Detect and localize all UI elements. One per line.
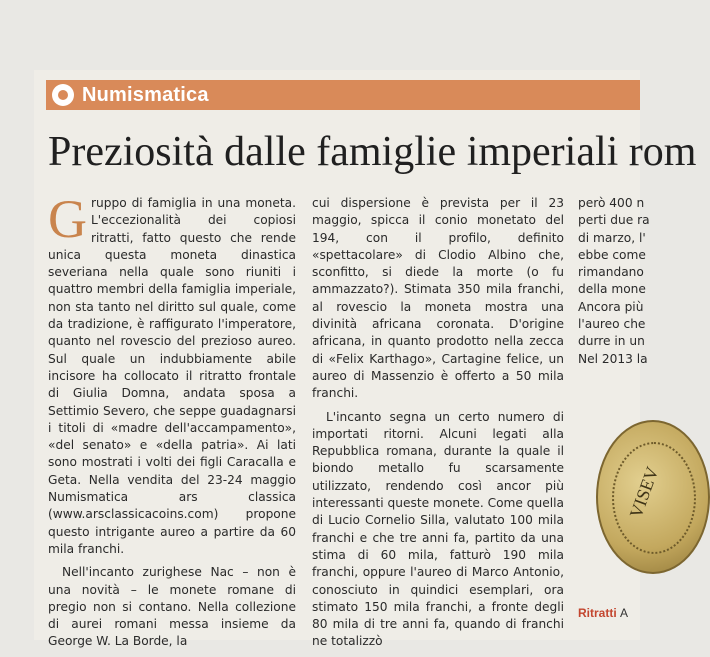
col3-line: Ancora più — [578, 299, 644, 314]
section-title: Numismatica — [82, 84, 209, 106]
coin-inscription: VISEV — [625, 464, 663, 521]
col3-line: l'aureo che — [578, 317, 646, 332]
col3-line: di marzo, l' — [578, 230, 646, 245]
drop-cap: G — [48, 189, 87, 249]
paragraph-3: cui dispersione è prevista per il 23 maggio, spicca il conio monetato del 194, con il profilo, definito «spettacolare» di Clodio Albino che, sconfitto, si diede la morte (o fu ammazzato?). Stimata 350 mila franchi, al rovescio la moneta mostra una divinità africana coronata. D'origine africana, in quanto prodotto nella zecca di «Felix Karthago», Cartagine felice, un aureo di Massenzio è offerto a 50 mila franchi. — [312, 196, 564, 401]
paragraph-1-text: ruppo di famiglia in una moneta. L'eccezionalità dei copiosi ritratti, fatto questo che rende unica questa moneta dinastica severiana nella quale sono riuniti i quattro membri della famiglia imperiale, non sta tanto nel diritto sul quale, come da tradizione, è raffigurato l'imperatore, quanto nel rovescio del prezioso aureo. Sul quale un indubbiamente abile incisore ha collocato il ritratto frontale di Giulia Domna, andata sposa a Settimio Severo, che seppe guadagnarsi i titoli di «madre dell'accampamento», «del senato» e «della patria». Ai lati sono mostrati i volti dei figli Caracalla e Geta. Nella vendita del 23-24 maggio Numismatica ars classica (www.arsclassicacoins.com) propone questo intrigante aureo a partire da 60 mila franchi. — [48, 196, 296, 556]
col3-line: durre in un — [578, 334, 645, 349]
headline: Preziosità dalle famiglie imperiali rom — [48, 129, 697, 175]
paragraph-4: L'incanto segna un certo numero di importati ritorni. Alcuni legati alla Repubblica romana, durante la quale il biondo metallo fu scarsamente utilizzato, rendendo così ancor più interessanti queste monete. Come quella di Lucio Cornelio Silla, valutato 100 mila franchi e che tre anni fa, partito da una stima di 60 mila, fatturò 190 mila franchi, oppure l'aureo di Marco Antonio, conosciuto in quindici esemplari, ora stimato 150 mila franchi, a fronte degli 80 mila di tre anni fa, quando di franchi ne totalizzò — [312, 409, 565, 649]
gold-coin-image — [596, 420, 710, 574]
article-column-3 — [578, 195, 668, 368]
paragraph-1 — [48, 189, 296, 558]
col3-line: però 400 n — [578, 196, 645, 210]
coin-rim — [612, 442, 696, 554]
section-bullet-icon — [52, 84, 74, 106]
col3-line: della mone — [578, 282, 646, 297]
image-caption — [578, 606, 628, 620]
col3-line: perti due ra — [578, 213, 650, 228]
caption-label: Ritratti — [578, 606, 617, 620]
article-column-1 — [48, 189, 296, 657]
paragraph-2: Nell'incanto zurighese Nac – non è una novità – le monete romane di pregio non si contano. Nella collezione di aurei romani messa insieme da George W. La Borde, la — [48, 565, 296, 649]
col3-line: rimandano — [578, 265, 644, 280]
caption-text: A — [620, 606, 629, 620]
col3-line: ebbe come — [578, 247, 646, 262]
col3-line: Nel 2013 la — [578, 351, 648, 366]
article-column-2 — [312, 195, 564, 657]
